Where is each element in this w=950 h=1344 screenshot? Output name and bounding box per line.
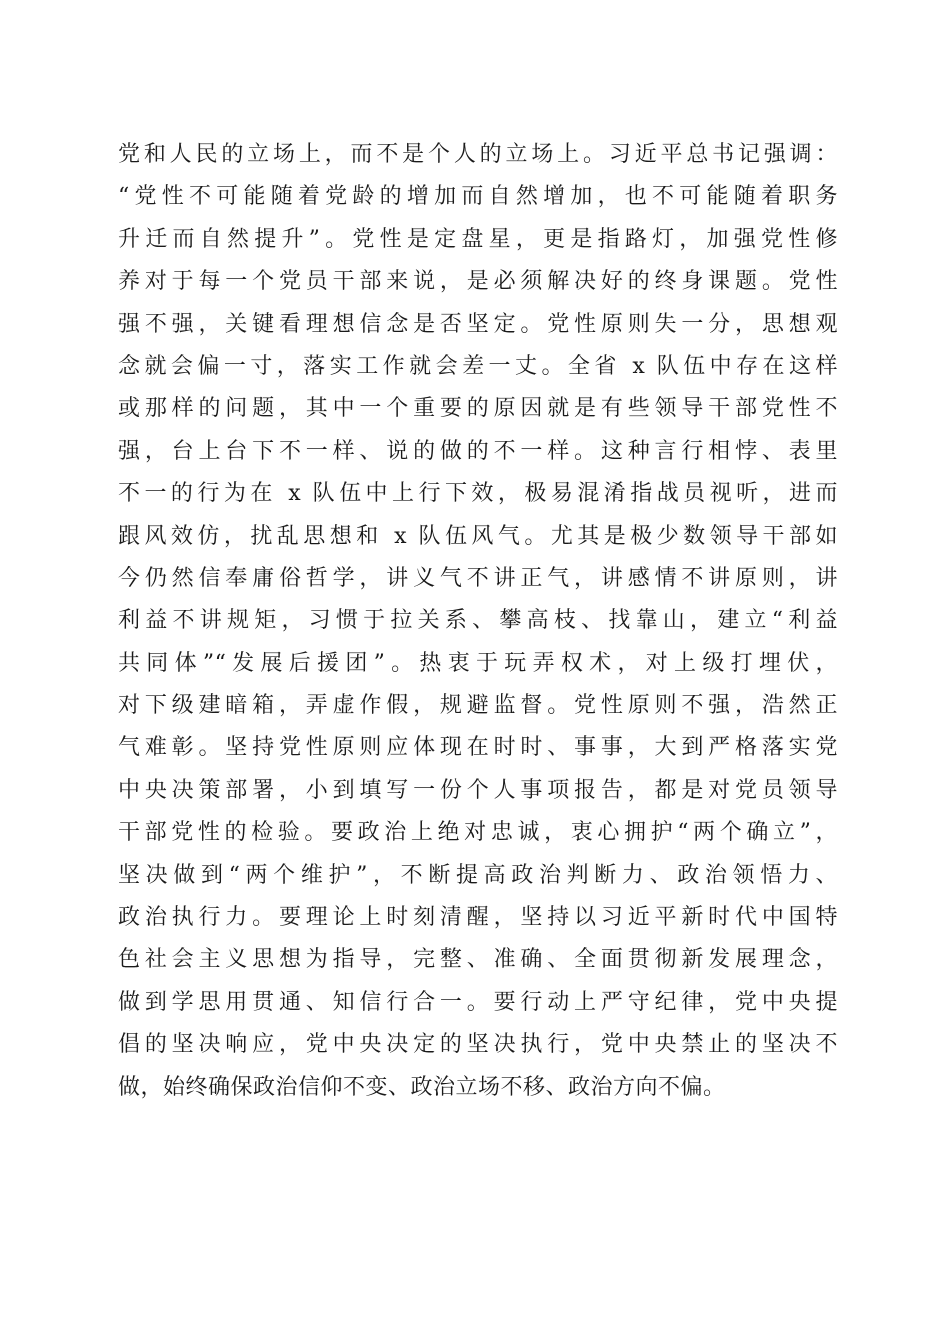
text-line: 养对于每一个党员干部来说，是必须解决好的终身课题。党性 xyxy=(118,269,838,295)
text-line: 倡的坚决响应，党中央决定的坚决执行，党中央禁止的坚决不 xyxy=(118,1032,838,1058)
text-line: 或那样的问题，其中一个重要的原因就是有些领导干部党性不 xyxy=(118,396,838,422)
text-line: 色社会主义思想为指导，完整、准确、全面贯彻新发展理念， xyxy=(118,947,838,973)
text-line: 党和人民的立场上，而不是个人的立场上。习近平总书记强调： xyxy=(118,142,838,167)
body-paragraph xyxy=(118,134,838,1109)
text-line: 做到学思用贯通、知信行合一。要行动上严守纪律，党中央提 xyxy=(118,989,838,1015)
text-line: 强，台上台下不一样、说的做的不一样。这种言行相悖、表里 xyxy=(118,438,838,464)
text-line: “党性不可能随着党龄的增加而自然增加，也不可能随着职务 xyxy=(118,184,838,210)
text-line: 中央决策部署，小到填写一份个人事项报告，都是对党员领导 xyxy=(118,777,838,803)
text-line: 升迁而自然提升”。党性是定盘星，更是指路灯，加强党性修 xyxy=(118,226,838,252)
text-line: 对下级建暗箱，弄虚作假，规避监督。党性原则不强，浩然正 xyxy=(118,693,838,719)
text-line: 跟风效仿，扰乱思想和 x 队伍风气。尤其是极少数领导干部如 xyxy=(118,523,838,549)
text-line: 今仍然信奉庸俗哲学，讲义气不讲正气，讲感情不讲原则，讲 xyxy=(118,565,838,591)
text-line: 政治执行力。要理论上时刻清醒，坚持以习近平新时代中国特 xyxy=(118,905,838,931)
text-line: 气难彰。坚持党性原则应体现在时时、事事，大到严格落实党 xyxy=(118,735,838,761)
text-line: 共同体”“发展后援团”。热衷于玩弄权术，对上级打埋伏， xyxy=(118,650,838,676)
text-line: 坚决做到“两个维护”，不断提高政治判断力、政治领悟力、 xyxy=(118,862,838,888)
text-line: 不一的行为在 x 队伍中上行下效，极易混淆指战员视听，进而 xyxy=(118,481,838,507)
text-line: 强不强，关键看理想信念是否坚定。党性原则失一分，思想观 xyxy=(118,311,838,337)
text-line: 利益不讲规矩，习惯于拉关系、攀高枝、找靠山，建立“利益 xyxy=(118,608,838,634)
text-line: 干部党性的检验。要政治上绝对忠诚，衷心拥护“两个确立”， xyxy=(118,820,838,846)
text-line: 做，始终确保政治信仰不变、政治立场不移、政治方向不偏。 xyxy=(118,1074,726,1100)
text-line: 念就会偏一寸，落实工作就会差一丈。全省 x 队伍中存在这样 xyxy=(118,353,838,379)
